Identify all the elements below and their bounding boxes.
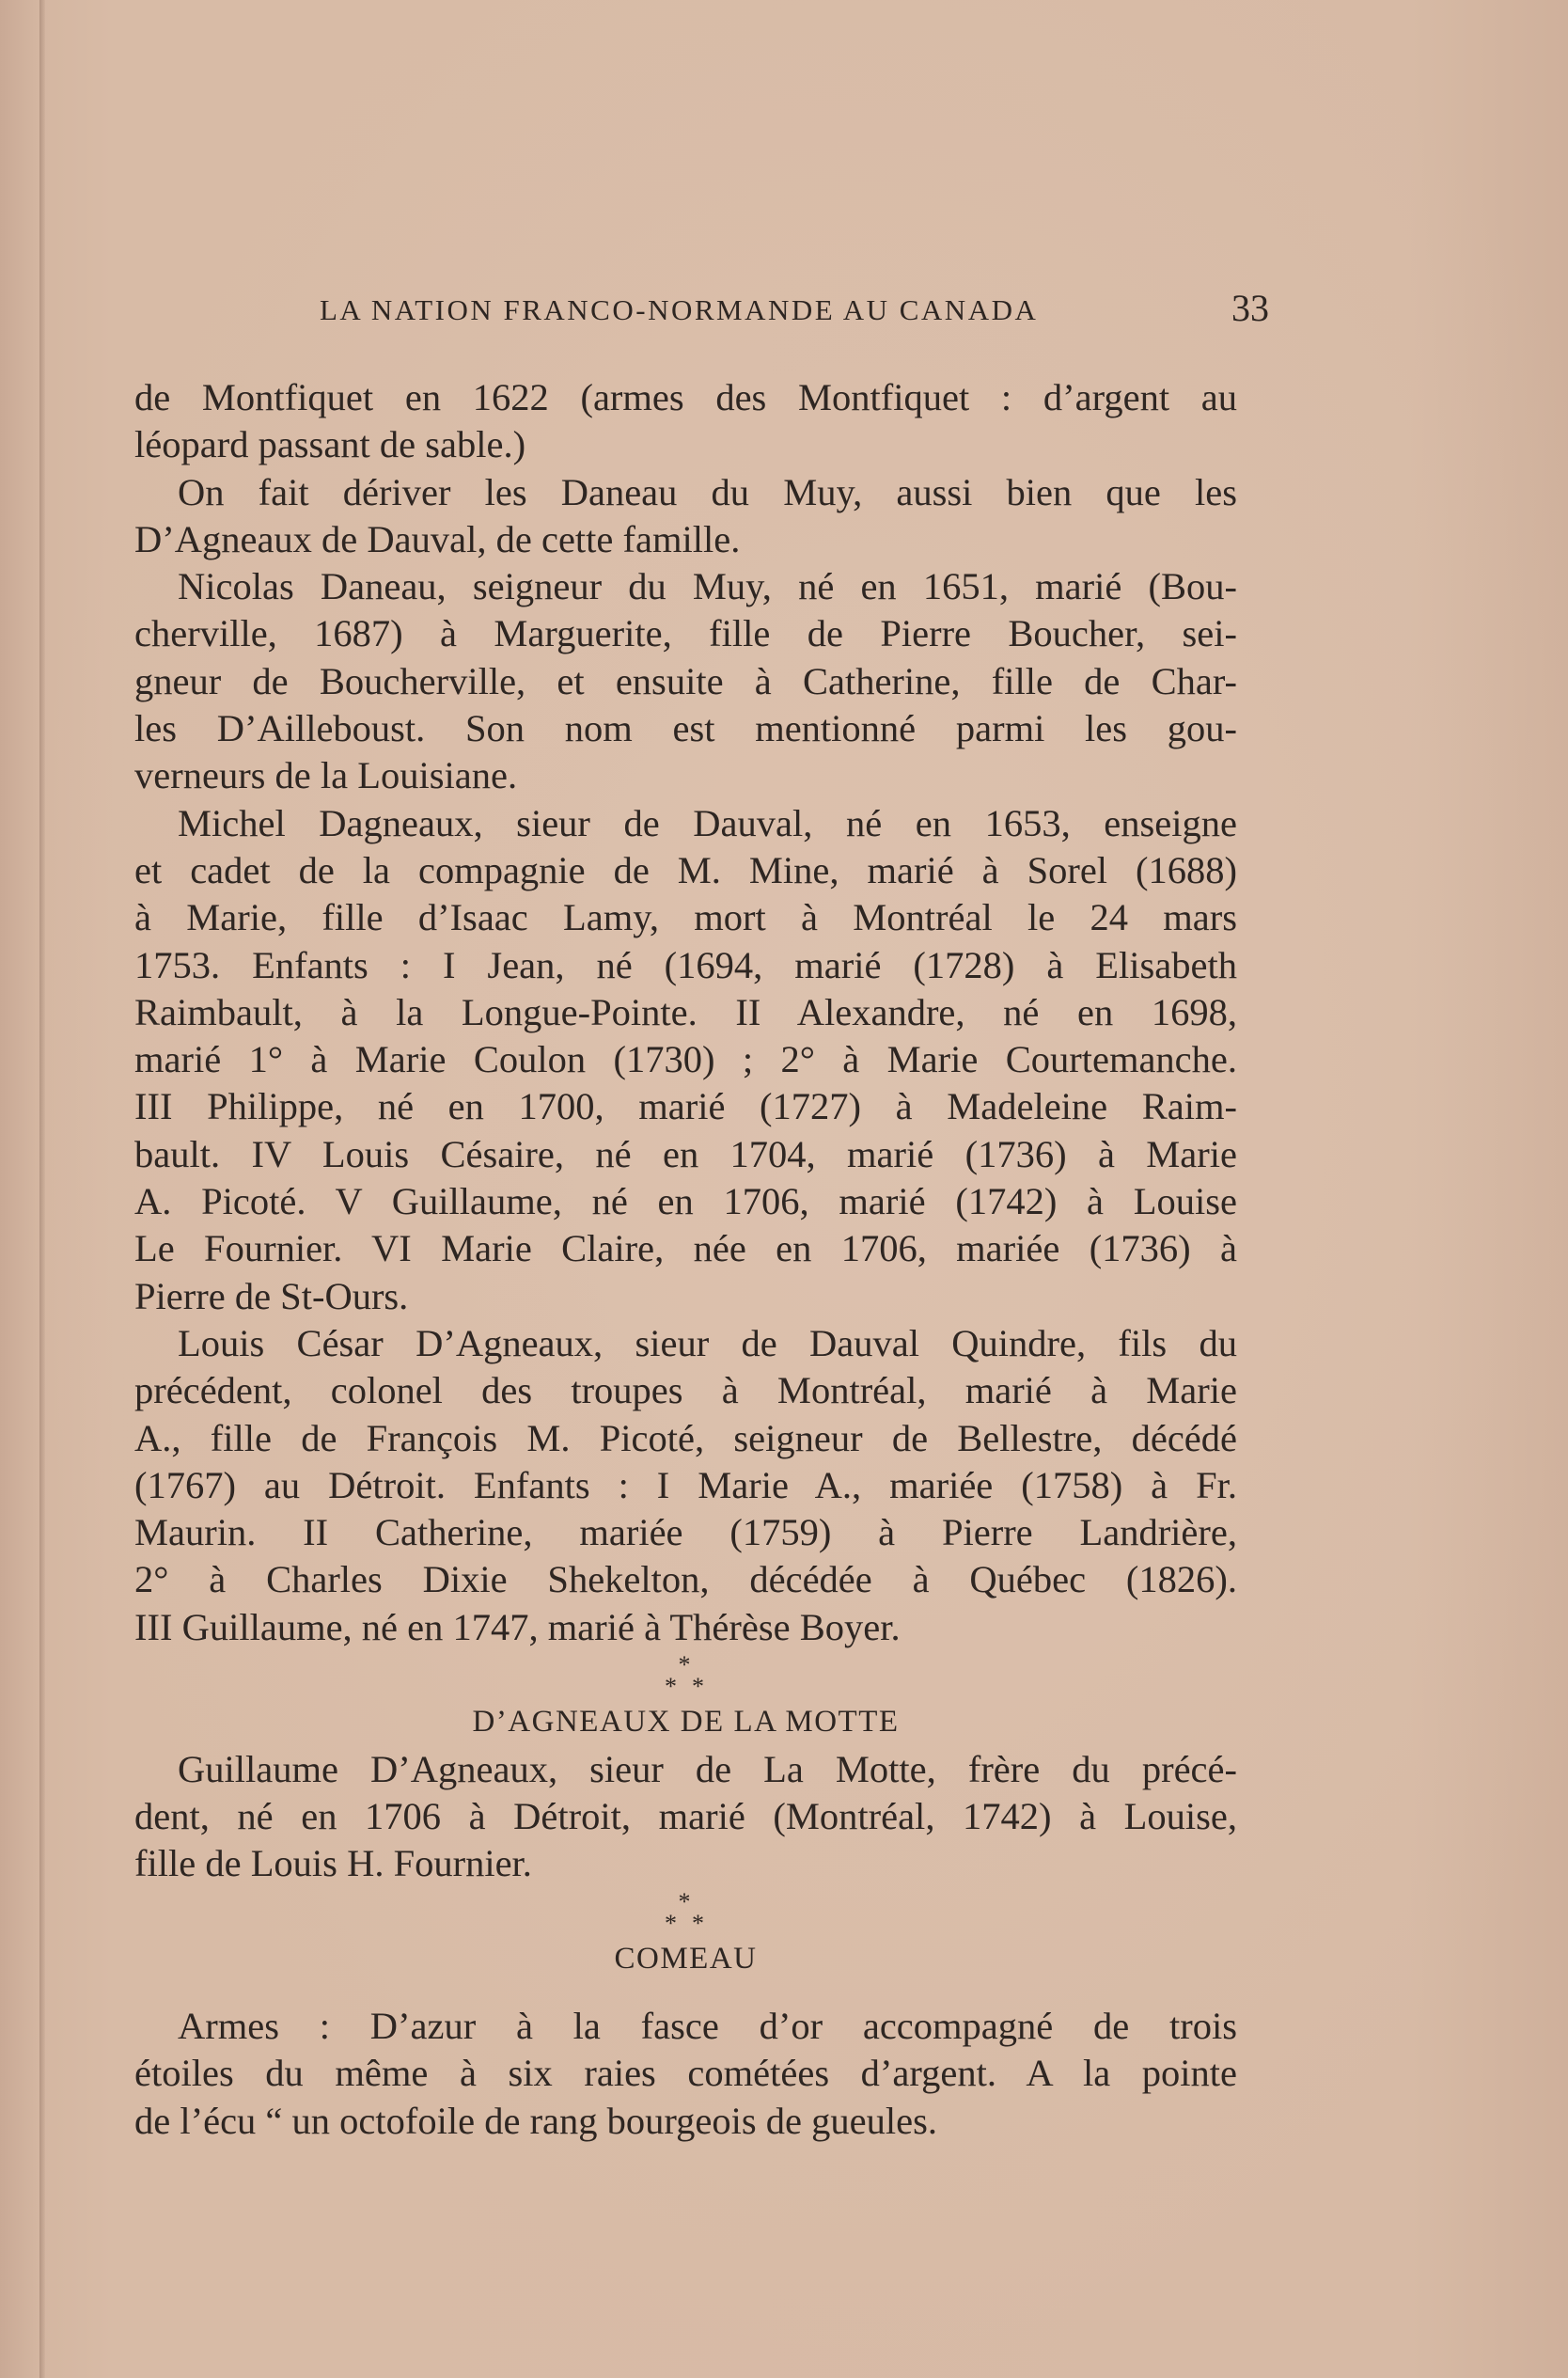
text-line: Pierre de St-Ours. (134, 1274, 409, 1317)
text-line: A. Picoté. V Guillaume, né en 1706, marié (1742) à Louise (134, 1180, 1237, 1223)
section-asterism (637, 1651, 731, 1701)
asterism-top: * (678, 1887, 691, 1915)
text-line: 1753. Enfants : I Jean, né (1694, marié (1728) à Elisabeth (134, 943, 1237, 986)
text-line: dent, né en 1706 à Détroit, marié (Montréal, 1742) à Louise, (134, 1794, 1237, 1837)
page-body (134, 374, 1237, 2145)
text-line: Armes : D’azur à la fasce d’or accompagné de trois (178, 2005, 1237, 2048)
asterism-top: * (678, 1651, 691, 1679)
text-line: Maurin. II Catherine, mariée (1759) à Pierre Landrière, (134, 1511, 1237, 1554)
text-line: Guillaume D’Agneaux, sieur de La Motte, frère du précé- (178, 1747, 1237, 1790)
text-line: 2° à Charles Dixie Shekelton, décédée à Québec (1826). (134, 1558, 1237, 1601)
asterism-bottom: ** (665, 1673, 719, 1701)
text-line: les D’Ailleboust. Son nom est mentionné parmi les gou- (134, 707, 1237, 750)
text-line: précédent, colonel des troupes à Montréal, marié à Marie (134, 1369, 1237, 1412)
text-line: bault. IV Louis Césaire, né en 1704, marié (1736) à Marie (134, 1132, 1237, 1175)
text-line: Michel Dagneaux, sieur de Dauval, né en 1653, enseigne (178, 801, 1237, 844)
text-line: Le Fournier. VI Marie Claire, née en 1706, mariée (1736) à (134, 1227, 1237, 1270)
page-spine-shadow (39, 0, 45, 2378)
running-title: LA NATION FRANCO-NORMANDE AU CANADA (320, 293, 1039, 326)
text-line: fille de Louis H. Fournier. (134, 1842, 532, 1885)
asterism-bottom: ** (665, 1909, 719, 1937)
text-line: étoiles du même à six raies cométées d’argent. A la pointe (134, 2052, 1237, 2095)
text-line: cherville, 1687) à Marguerite, fille de Pierre Boucher, sei- (134, 612, 1237, 655)
text-line: III Guillaume, né en 1747, marié à Thérèse Boyer. (134, 1605, 901, 1648)
text-line: Raimbault, à la Longue-Pointe. II Alexandre, né en 1698, (134, 990, 1237, 1033)
text-line: gneur de Boucherville, et ensuite à Catherine, fille de Char- (134, 659, 1237, 702)
text-line: A., fille de François M. Picoté, seigneur de Bellestre, décédé (134, 1416, 1237, 1459)
text-line: D’Agneaux de Dauval, de cette famille. (134, 517, 741, 560)
text-line: Nicolas Daneau, seigneur du Muy, né en 1651, marié (Bou- (178, 565, 1237, 608)
text-line: et cadet de la compagnie de M. Mine, marié à Sorel (1688) (134, 848, 1237, 891)
text-line: verneurs de la Louisiane. (134, 754, 518, 797)
text-line: de l’écu “ un octofoile de rang bourgeois de gueules. (134, 2099, 937, 2142)
text-line: Louis César D’Agneaux, sieur de Dauval Quindre, fils du (178, 1321, 1237, 1364)
text-line: III Philippe, né en 1700, marié (1727) à Madeleine Raim- (134, 1085, 1237, 1128)
text-line: marié 1° à Marie Coulon (1730) ; 2° à Marie Courtemanche. (134, 1038, 1237, 1081)
section-heading: D’AGNEAUX DE LA MOTTE (472, 1705, 900, 1740)
text-line: de Montfiquet en 1622 (armes des Montfiquet : d’argent au (134, 376, 1237, 418)
section-asterism (637, 1888, 731, 1935)
text-line: On fait dériver les Daneau du Muy, aussi bien que les (178, 470, 1237, 513)
section-heading: COMEAU (614, 1941, 758, 1976)
text-line: à Marie, fille d’Isaac Lamy, mort à Montréal le 24 mars (134, 896, 1237, 939)
text-line: (1767) au Détroit. Enfants : I Marie A., mariée (1758) à Fr. (134, 1463, 1237, 1506)
page-number: 33 (1231, 287, 1269, 329)
text-line: léopard passant de sable.) (134, 423, 526, 466)
